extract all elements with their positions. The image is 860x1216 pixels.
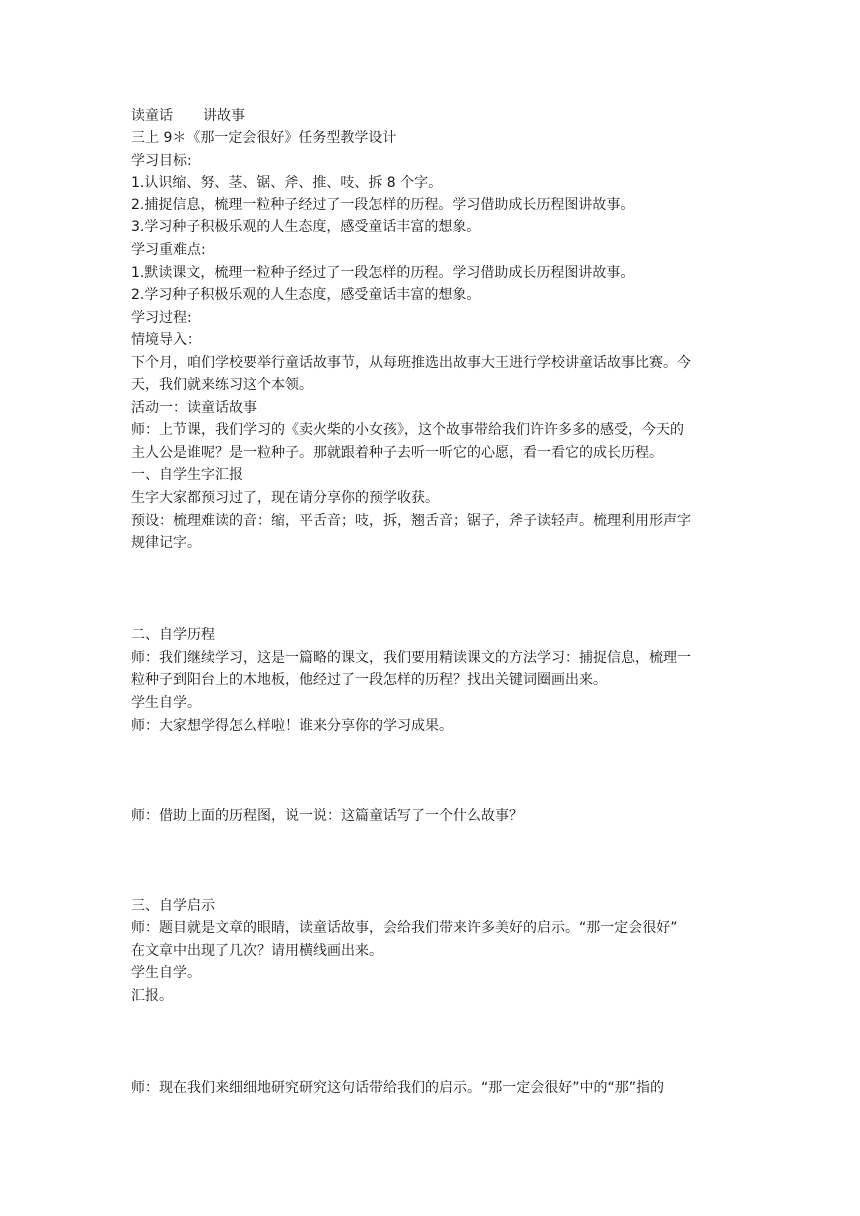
section3-text-line: 师：题目就是文章的眼睛，读童话故事，会给我们带来许多美好的启示。“那一定会很好” <box>131 920 678 936</box>
objectives-heading: 学习目标: <box>131 153 192 169</box>
section1-text-line: 生字大家都预习过了，现在请分享你的预学收获。 <box>131 490 439 506</box>
section3-heading: 三、自学启示 <box>131 898 215 914</box>
title-part-2: 讲故事 <box>203 108 245 124</box>
section1-text-line: 规律记字。 <box>131 535 201 551</box>
section3-text-line: 汇报。 <box>131 988 173 1004</box>
section3-text-line: 学生自学。 <box>131 965 201 981</box>
activity1-text-line: 师：上节课，我们学习的《卖火柴的小女孩》，这个故事带给我们许许多多的感受，今天的 <box>131 422 684 438</box>
section1-text-line: 预设：梳理难读的音：缩，平舌音；吱，拆，翘舌音；锯子，斧子读轻声。梳理利用形声字 <box>131 513 691 529</box>
section2-followup: 师：借助上面的历程图，说一说：这篇童话写了一个什么故事？ <box>131 808 523 824</box>
intro-text-line: 天，我们就来练习这个本领。 <box>131 377 313 393</box>
objective-item: 3.学习种子积极乐观的人生态度，感受童话丰富的想象。 <box>131 219 481 235</box>
activity1-heading: 活动一：读童话故事 <box>131 400 257 416</box>
document-subtitle: 三上 9＊《那一定会很好》任务型教学设计 <box>131 130 397 146</box>
activity1-text-line: 主人公是谁呢？是一粒种子。那就跟着种子去听一听它的心愿，看一看它的成长历程。 <box>131 445 663 461</box>
closing-text-line: 师：现在我们来细细地研究研究这句话带给我们的启示。“那一定会很好”中的“那”指的 <box>131 1080 665 1096</box>
section3-text-line: 在文章中出现了几次？请用横线画出来。 <box>131 943 383 959</box>
objective-item: 1.认识缩、努、茎、锯、斧、推、吱、拆 8 个字。 <box>131 175 443 191</box>
keypoint-item: 1.默读课文，梳理一粒种子经过了一段怎样的历程。学习借助成长历程图讲故事。 <box>131 265 635 281</box>
section1-heading: 一、自学生字汇报 <box>131 467 243 483</box>
section2-text-line: 粒种子到阳台上的木地板，他经过了一段怎样的历程？找出关键词圈画出来。 <box>131 672 607 688</box>
section2-heading: 二、自学历程 <box>131 627 215 643</box>
section2-text-line: 师：我们继续学习，这是一篇略的课文，我们要用精读课文的方法学习：捕捉信息，梳理一 <box>131 650 691 666</box>
keypoint-item: 2.学习种子积极乐观的人生态度，感受童话丰富的想象。 <box>131 287 481 303</box>
title-part-1: 读童话 <box>131 108 173 124</box>
intro-text-line: 下个月，咱们学校要举行童话故事节，从每班推选出故事大王进行学校讲童话故事比赛。今 <box>131 355 691 371</box>
section2-text-line: 师：大家想学得怎么样啦！谁来分享你的学习成果。 <box>131 718 453 734</box>
objective-item: 2.捕捉信息，梳理一粒种子经过了一段怎样的历程。学习借助成长历程图讲故事。 <box>131 197 635 213</box>
keypoints-heading: 学习重难点: <box>131 242 206 258</box>
intro-heading: 情境导入： <box>131 332 201 348</box>
process-heading: 学习过程: <box>131 310 192 326</box>
section2-text-line: 学生自学。 <box>131 695 201 711</box>
document-title <box>131 105 731 127</box>
